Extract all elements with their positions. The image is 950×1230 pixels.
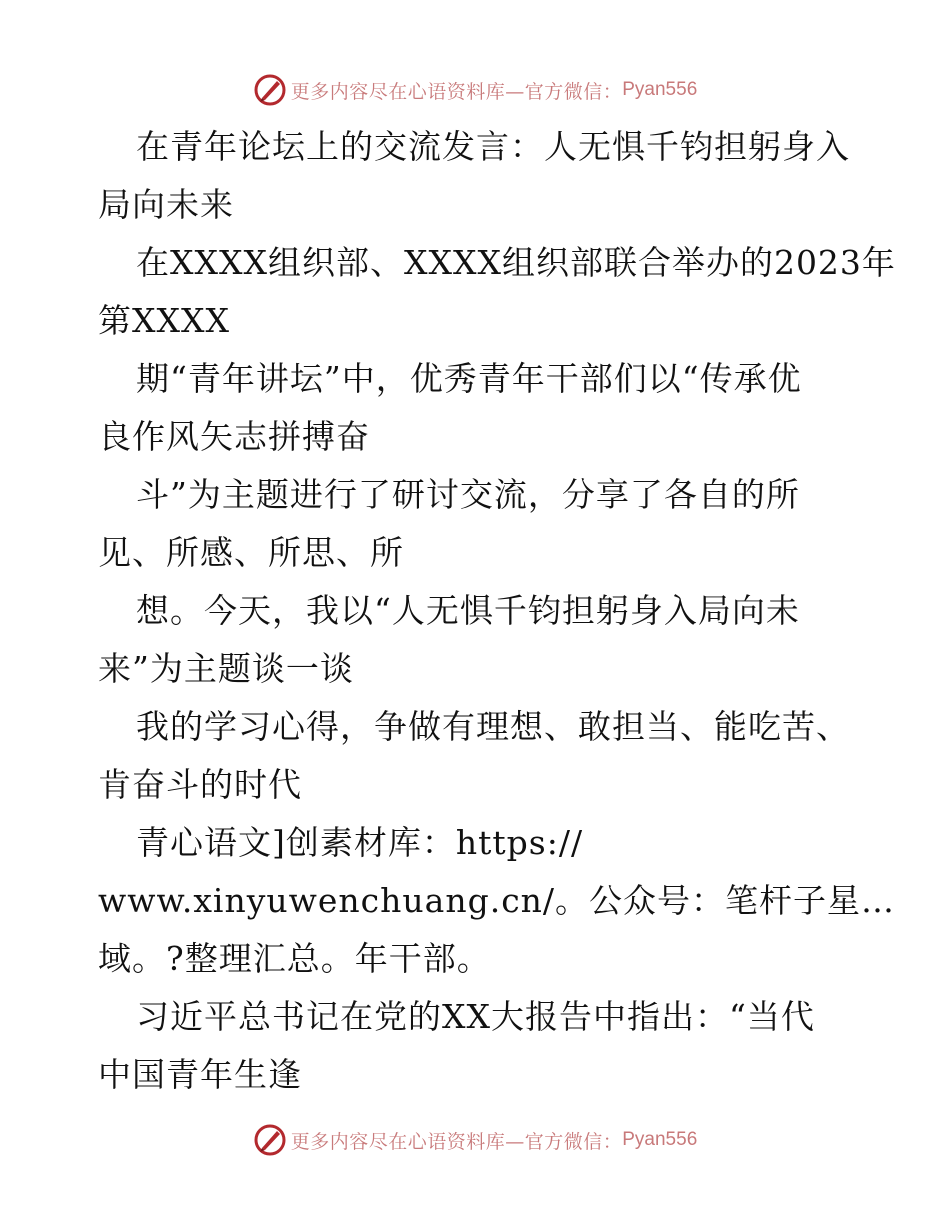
text-line: 青心语文]创素材库：https:// (136, 823, 584, 862)
document-body (98, 118, 896, 1104)
paragraph (98, 582, 858, 698)
text-line: www.xinyuwenchuang.cn/。公众号：笔杆子星… (98, 881, 896, 920)
paragraph-title (98, 118, 858, 234)
text-line: 肯奋斗的时代 (98, 765, 302, 804)
text-line: 域。?整理汇总。年干部。 (98, 939, 491, 978)
watermark-wechat: Pyan556 (622, 79, 698, 100)
paragraph (98, 350, 858, 466)
watermark-text: 更多内容尽在心语资料库—官方微信： (290, 1130, 623, 1153)
text-line: 斗”为主题进行了研讨交流，分享了各自的所 (136, 475, 800, 514)
text-line: 习近平总书记在党的XX大报告中指出：“当代 (136, 997, 815, 1036)
pen-logo-icon (253, 73, 287, 107)
paragraph (98, 234, 896, 350)
text-line: 在青年论坛上的交流发言：人无惧千钧担躬身入 (136, 127, 850, 166)
text-line: 见、所感、所思、所 (98, 533, 404, 572)
text-line: 来”为主题谈一谈 (98, 649, 354, 688)
paragraph (98, 698, 858, 814)
text-line: 我的学习心得，争做有理想、敢担当、能吃苦、 (136, 707, 850, 746)
watermark-text: 更多内容尽在心语资料库—官方微信： (290, 80, 623, 103)
text-line: 第XXXX (98, 301, 230, 340)
text-line: 在XXXX组织部、XXXX组织部联合举办的2023年 (136, 243, 896, 282)
text-line: 想。今天，我以“人无惧千钧担躬身入局向未 (136, 591, 800, 630)
paragraph (98, 814, 896, 988)
footer-watermark (0, 1120, 950, 1160)
text-line: 局向未来 (98, 185, 234, 224)
text-line: 良作风矢志拼搏奋 (98, 417, 370, 456)
text-line: 中国青年生逢 (98, 1055, 302, 1094)
paragraph (98, 466, 858, 582)
paragraph (98, 988, 858, 1104)
pen-logo-icon (253, 1123, 287, 1157)
header-watermark (0, 70, 950, 110)
text-line: 期“青年讲坛”中，优秀青年干部们以“传承优 (136, 359, 802, 398)
watermark-wechat: Pyan556 (622, 1129, 698, 1150)
